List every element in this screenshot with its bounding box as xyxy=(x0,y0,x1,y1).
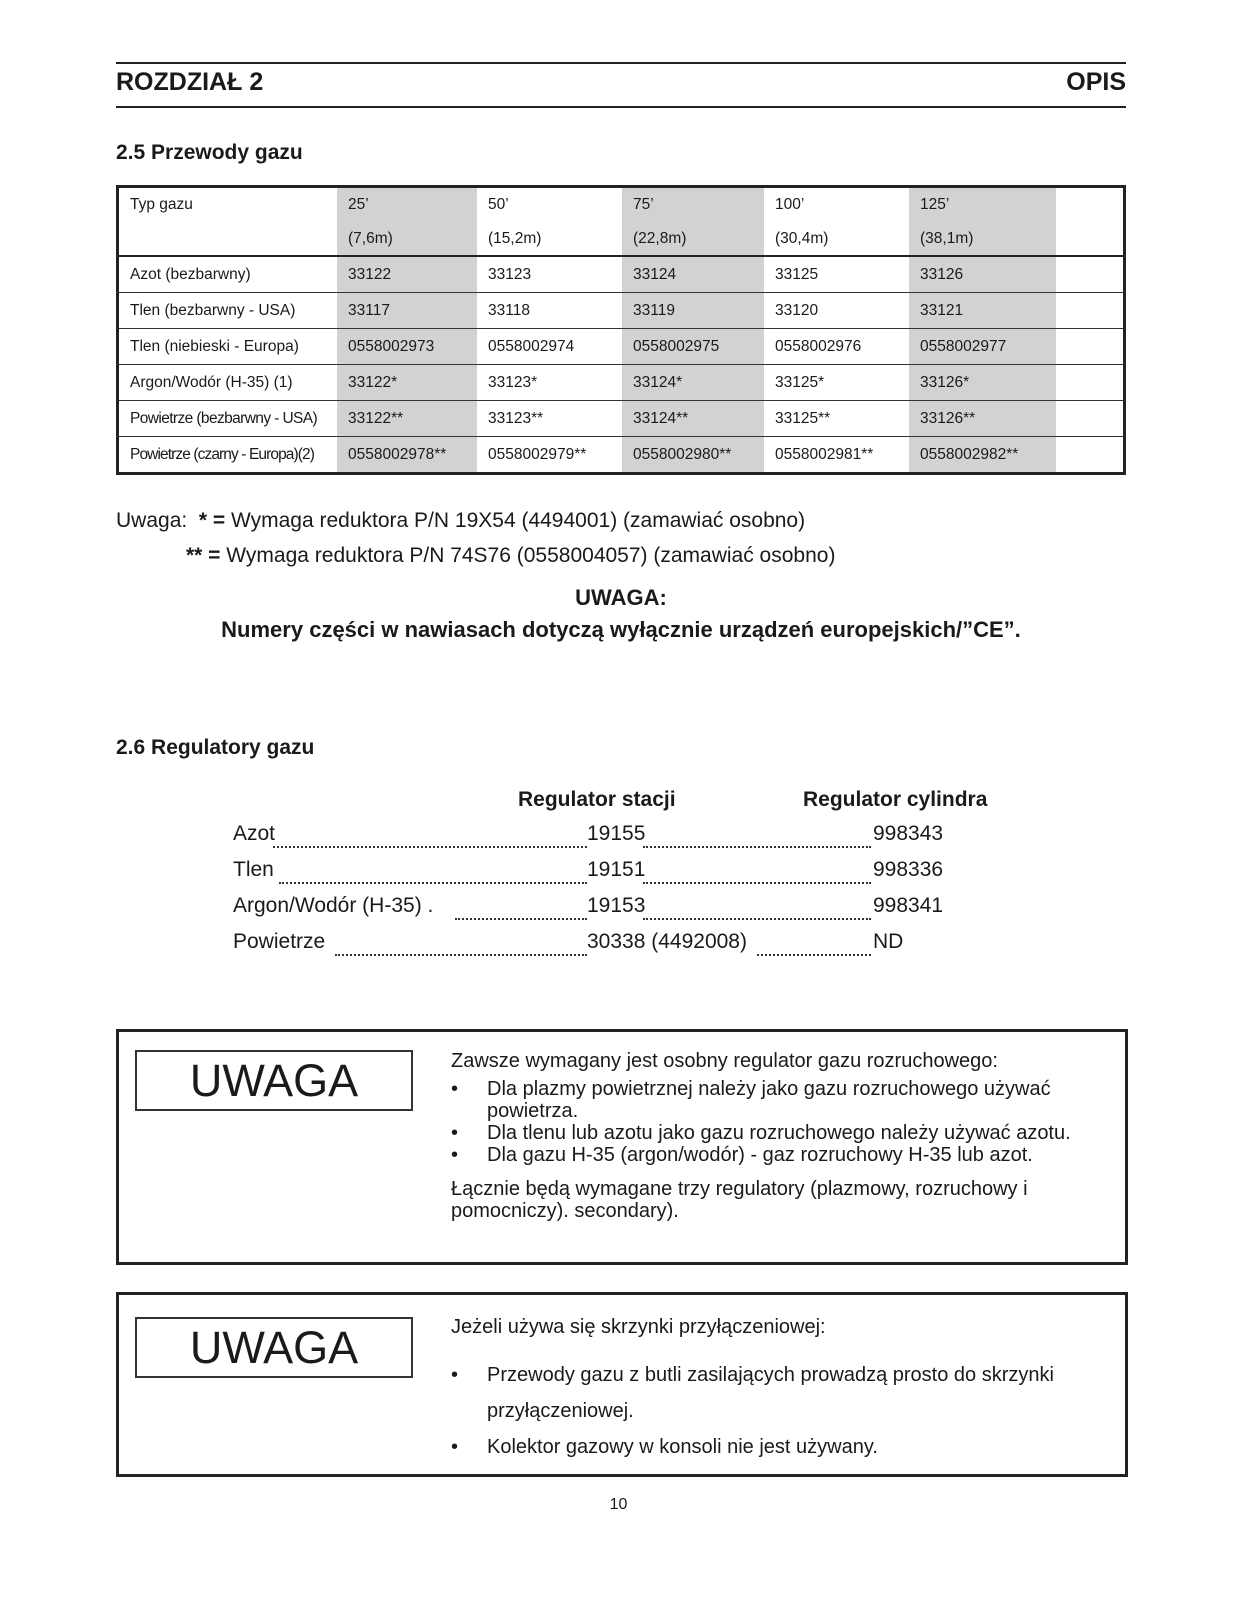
table-cell: 33123 xyxy=(477,256,622,293)
regulator-row xyxy=(233,930,953,960)
bullet-icon: • xyxy=(451,1436,459,1458)
table-empty-cell xyxy=(1056,293,1125,329)
notice-box-junction-box xyxy=(116,1292,1128,1477)
table-row xyxy=(118,365,1125,401)
chapter-section-title: OPIS xyxy=(1066,68,1126,96)
table-cell: Azot (bezbarwny) xyxy=(118,256,338,293)
table-cell: 33118 xyxy=(477,293,622,329)
bullet-icon: • xyxy=(451,1078,459,1100)
table-empty-cell xyxy=(1056,437,1125,474)
bullet-icon: • xyxy=(451,1122,459,1144)
note-text-2: Wymaga reduktora P/N 74S76 (0558004057) (zamawiać osobno) xyxy=(226,544,836,567)
gas-hose-table xyxy=(116,185,1126,475)
table-header-cell: 100’ xyxy=(775,196,805,213)
header-top-rule xyxy=(116,62,1126,64)
notice-list xyxy=(451,1078,1115,1166)
list-item: • Dla gazu H-35 (argon/wodór) - gaz rozruchowy H-35 lub azot. xyxy=(451,1144,1033,1166)
list-item: • Kolektor gazowy w konsoli nie jest używany. xyxy=(451,1429,1115,1465)
notice-intro: Zawsze wymagany jest osobny regulator gazu rozruchowego: xyxy=(451,1050,998,1072)
table-header-row xyxy=(118,222,1125,256)
table-header-cell xyxy=(118,222,338,256)
table-header-cell: 125’ xyxy=(909,187,1056,223)
table-header-cell: (30,4m) xyxy=(775,229,829,247)
table-cell: 33126 xyxy=(909,256,1056,293)
note-prefix: Uwaga: xyxy=(116,509,188,532)
table-cell: Tlen (niebieski - Europa) xyxy=(118,329,338,365)
regulator-cylinder-value: 998343 xyxy=(873,822,944,845)
regulator-station-value: 30338 (4492008) xyxy=(587,930,747,953)
list-item: • Dla tlenu lub azotu jako gazu rozruchowego należy używać azotu. xyxy=(451,1122,1071,1144)
table-cell: 33125 xyxy=(764,256,909,293)
notice-label: UWAGA xyxy=(135,1317,413,1378)
warning-title: UWAGA: xyxy=(575,585,667,610)
table-row xyxy=(118,293,1125,329)
notice-outro: Łącznie będą wymagane trzy regulatory (plazmowy, rozruchowy i pomocniczy). secondary). xyxy=(451,1178,1028,1222)
table-row xyxy=(118,329,1125,365)
table-cell: 0558002982** xyxy=(909,437,1056,474)
notice-label: UWAGA xyxy=(135,1050,413,1111)
table-header-cell: (22,8m) xyxy=(622,222,764,256)
table-cell: 0558002973 xyxy=(337,329,477,365)
table-cell: 33122** xyxy=(337,401,477,437)
notice-box-pilot-gas xyxy=(116,1029,1128,1265)
note-line-1 xyxy=(116,509,805,533)
regulator-cylinder-value: 998336 xyxy=(873,858,944,881)
table-cell: Tlen (bezbarwny - USA) xyxy=(118,293,338,329)
note-text-1: Wymaga reduktora P/N 19X54 (4494001) (zamawiać osobno) xyxy=(231,509,806,532)
bullet-icon: • xyxy=(451,1144,459,1166)
table-cell: 0558002977 xyxy=(909,329,1056,365)
table-cell: 33120 xyxy=(764,293,909,329)
table-row xyxy=(118,256,1125,293)
note-line-2 xyxy=(186,544,835,568)
table-cell: Powietrze (czarny - Europa)(2) xyxy=(118,437,338,474)
table-cell: 33126** xyxy=(909,401,1056,437)
regulator-station-value: 19155 xyxy=(587,822,646,845)
table-row xyxy=(118,401,1125,437)
section-heading-gas-hoses: 2.5 Przewody gazu xyxy=(116,141,303,164)
table-header-row xyxy=(118,187,1125,223)
table-header-cell: 50’ xyxy=(488,196,509,213)
regulator-row xyxy=(233,822,953,852)
table-header-cell: 25’ xyxy=(337,187,477,223)
table-cell: 33117 xyxy=(337,293,477,329)
regulator-row xyxy=(233,894,953,924)
notice-intro: Jeżeli używa się skrzynki przyłączeniowej: xyxy=(451,1316,826,1338)
table-cell: 33125* xyxy=(764,365,909,401)
list-item: • Przewody gazu z butli zasilających prowadzą prosto do skrzynki przyłączeniowej. xyxy=(451,1357,1115,1429)
regulator-gas: Azot xyxy=(233,822,281,846)
chapter-label: ROZDZIAŁ 2 xyxy=(116,68,264,96)
table-row xyxy=(118,437,1125,474)
section-heading-gas-regulators: 2.6 Regulatory gazu xyxy=(116,736,315,759)
table-cell: 33123* xyxy=(477,365,622,401)
table-empty-cell xyxy=(1056,187,1125,223)
notice-list xyxy=(451,1357,1115,1465)
regulator-row xyxy=(233,858,953,888)
table-cell: 33121 xyxy=(909,293,1056,329)
table-cell: 0558002981** xyxy=(764,437,909,474)
note-mark-single: * = xyxy=(198,509,226,532)
table-empty-cell xyxy=(1056,365,1125,401)
table-cell: 33122* xyxy=(337,365,477,401)
table-cell: Argon/Wodór (H-35) (1) xyxy=(118,365,338,401)
table-cell: 33124** xyxy=(622,401,764,437)
table-cell: 0558002974 xyxy=(477,329,622,365)
table-header-cell: (38,1m) xyxy=(909,222,1056,256)
table-cell: 0558002975 xyxy=(622,329,764,365)
regulator-cylinder-value: ND xyxy=(873,930,904,953)
table-cell: 33119 xyxy=(622,293,764,329)
regulator-cylinder-value: 998341 xyxy=(873,894,944,917)
regulator-gas: Tlen xyxy=(233,858,280,882)
regulator-station-value: 19153 xyxy=(587,894,646,917)
bullet-icon: • xyxy=(451,1364,459,1386)
regulator-gas: Powietrze xyxy=(233,930,331,954)
table-header-cell: (7,6m) xyxy=(337,222,477,256)
notice-text xyxy=(451,1309,1115,1465)
table-cell: 33122 xyxy=(337,256,477,293)
table-cell: 0558002980** xyxy=(622,437,764,474)
header-bottom-rule xyxy=(116,106,1126,108)
page-number: 10 xyxy=(609,1496,628,1513)
notice-text xyxy=(451,1050,1115,1222)
table-cell: 33123** xyxy=(477,401,622,437)
column-header-cylinder-regulator: Regulator cylindra xyxy=(803,788,988,811)
table-cell: Powietrze (bezbarwny - USA) xyxy=(118,401,338,437)
note-mark-double: ** = xyxy=(186,544,221,567)
column-header-station-regulator: Regulator stacji xyxy=(518,788,676,811)
table-header-cell: (15,2m) xyxy=(488,229,542,247)
list-item: • Dla plazmy powietrznej należy jako gazu rozruchowego używać powietrza. xyxy=(451,1078,1051,1122)
table-empty-cell xyxy=(1056,329,1125,365)
table-cell: 0558002979** xyxy=(477,437,622,474)
table-header-cell: Typ gazu xyxy=(130,196,193,213)
warning-text: Numery części w nawiasach dotyczą wyłącznie urządzeń europejskich/”CE”. xyxy=(221,617,1021,642)
table-empty-cell xyxy=(1056,401,1125,437)
table-cell: 33125** xyxy=(764,401,909,437)
table-empty-cell xyxy=(1056,222,1125,256)
table-empty-cell xyxy=(1056,256,1125,293)
table-cell: 33126* xyxy=(909,365,1056,401)
table-cell: 33124* xyxy=(622,365,764,401)
regulator-station-value: 19151 xyxy=(587,858,646,881)
regulator-gas: Argon/Wodór (H-35) . xyxy=(233,894,439,918)
table-header-cell: 75’ xyxy=(622,187,764,223)
table-cell: 0558002978** xyxy=(337,437,477,474)
table-cell: 0558002976 xyxy=(764,329,909,365)
table-cell: 33124 xyxy=(622,256,764,293)
